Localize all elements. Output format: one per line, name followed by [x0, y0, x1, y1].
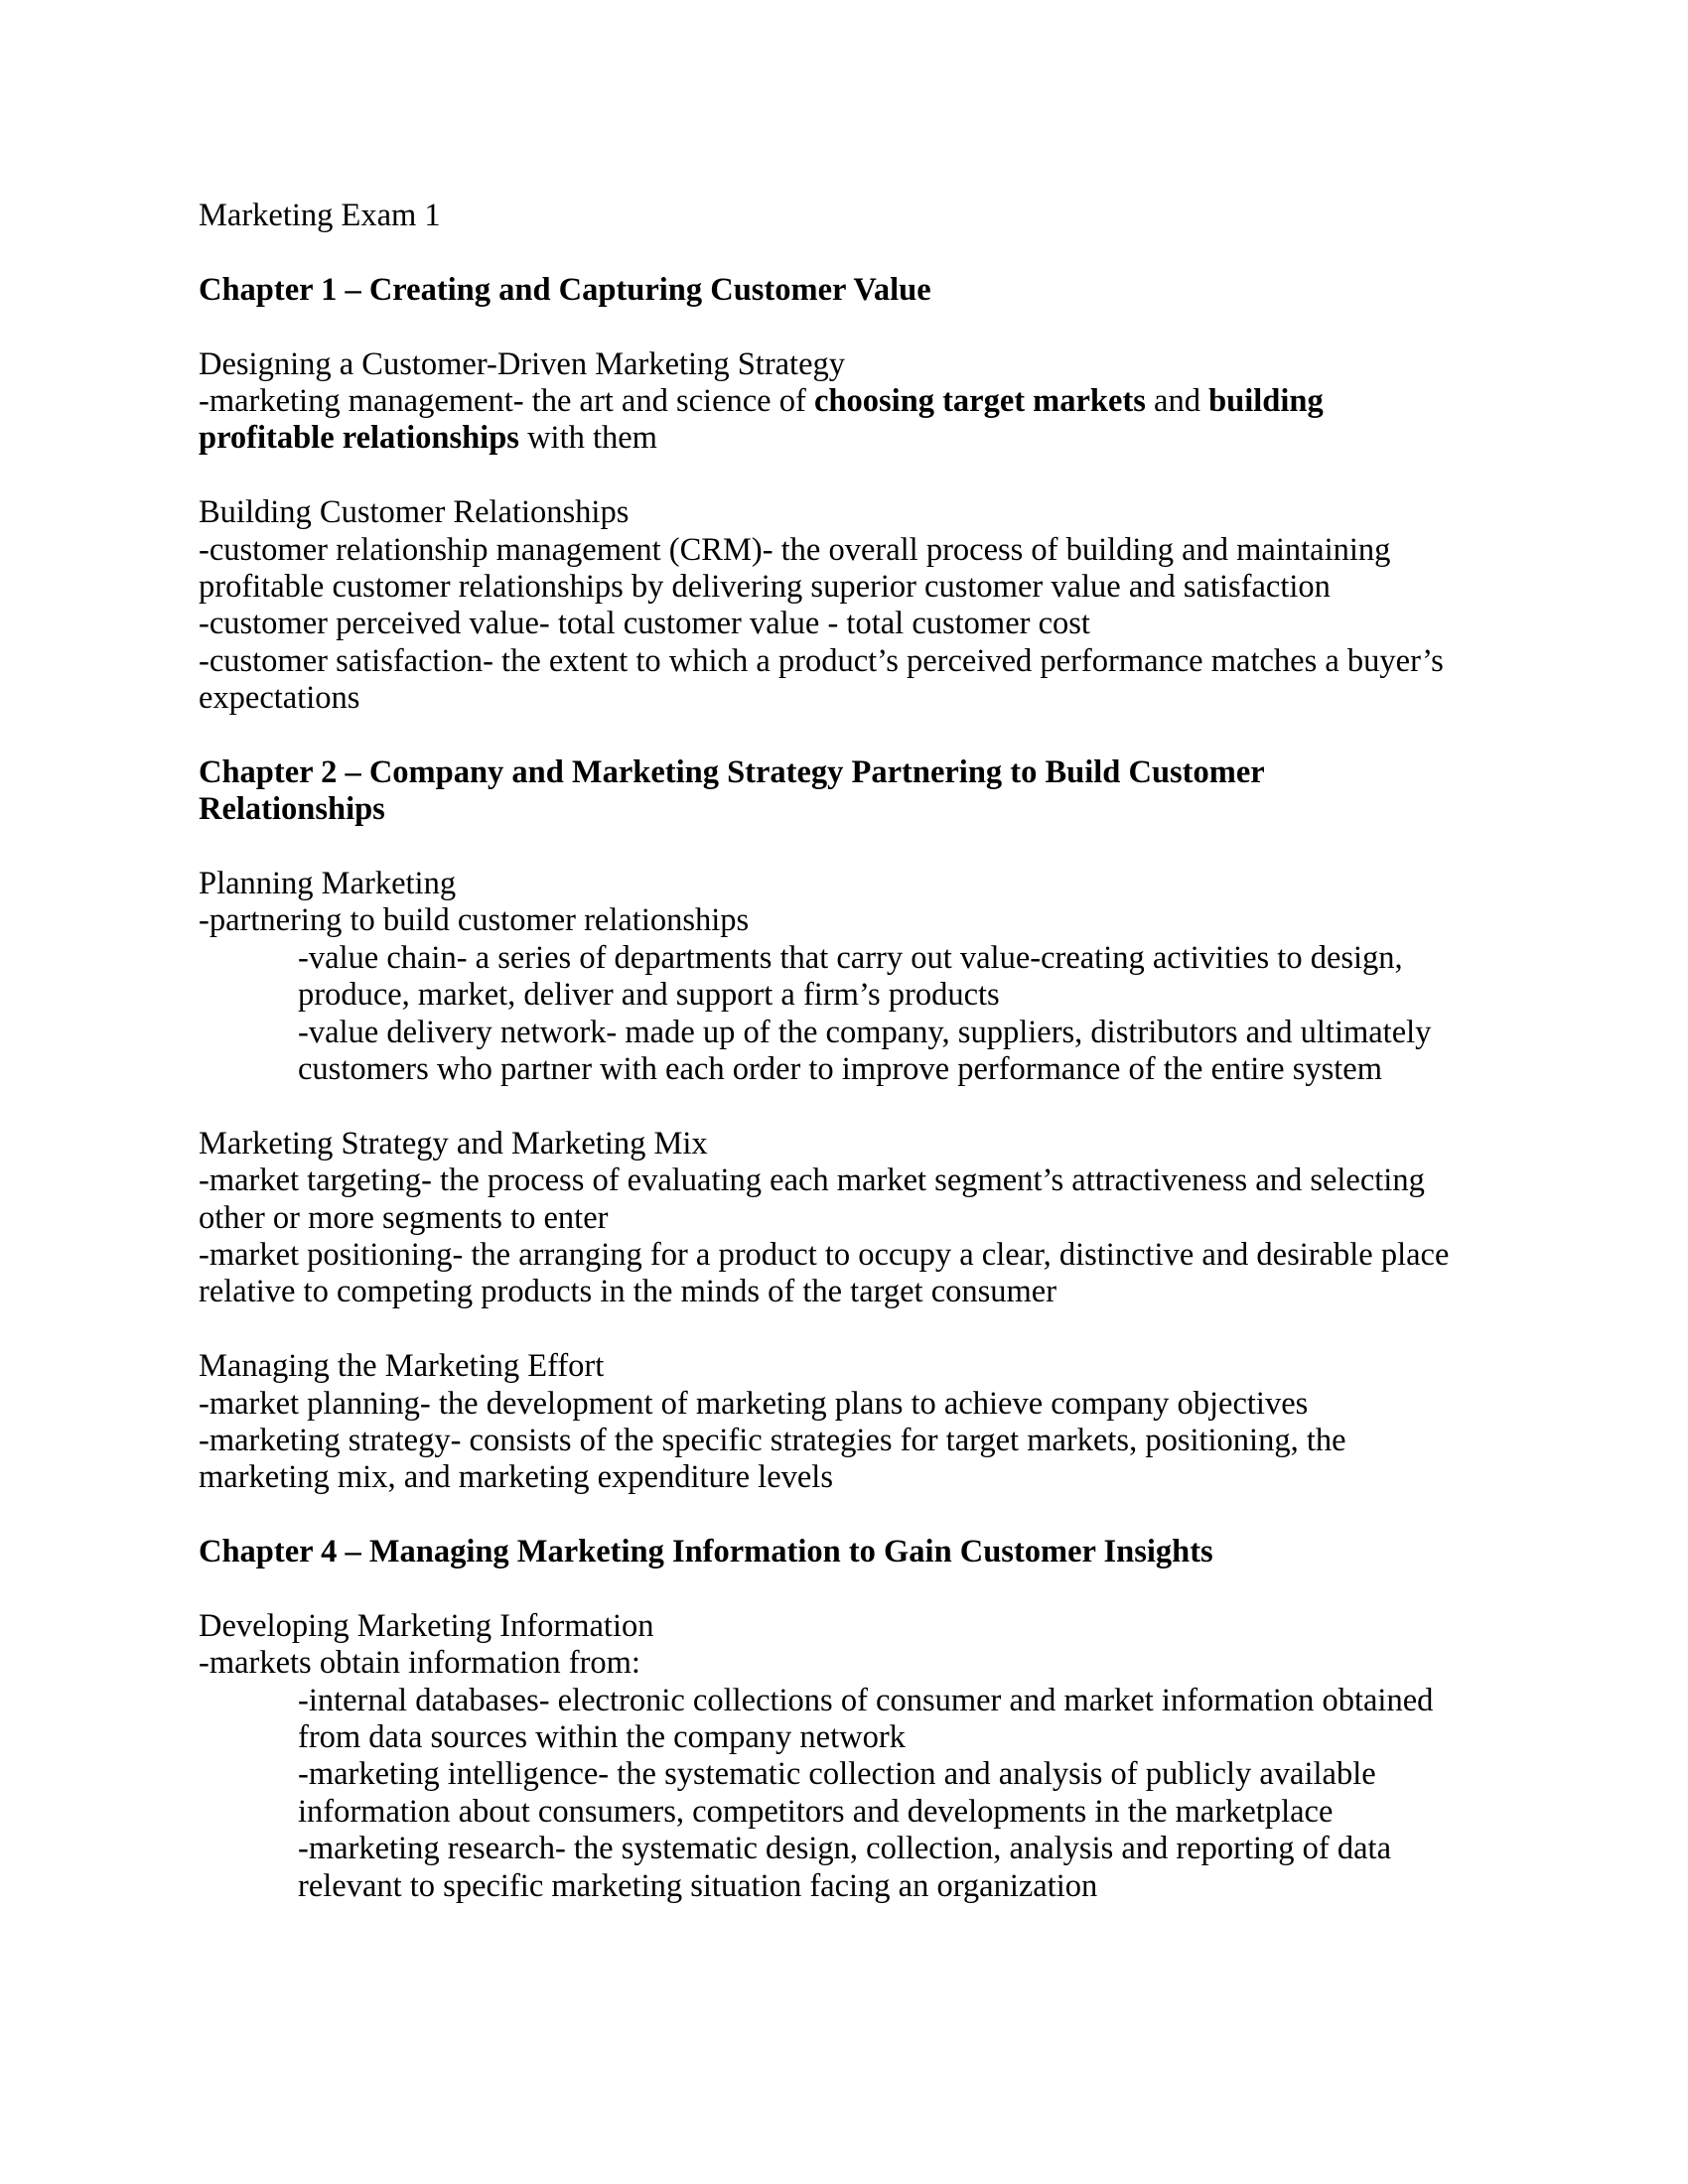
- text-line: [199, 902, 1509, 939]
- chapter-heading: [199, 754, 1509, 791]
- text-run: -market targeting- the process of evaluating each market segment’s attractiveness and selecting: [199, 1162, 1425, 1199]
- text-run: and: [1145, 382, 1209, 419]
- text-line: [199, 1794, 1509, 1831]
- text-run: Chapter 4 – Managing Marketing Information to Gain Customer Insights: [199, 1534, 1213, 1570]
- text-run: profitable customer relationships by delivering superior customer value and satisfaction: [199, 568, 1331, 605]
- text-line: [199, 569, 1509, 606]
- blank-line: [199, 1088, 1509, 1125]
- text-line: [199, 1200, 1509, 1237]
- text-run: -customer satisfaction- the extent to which a product’s perceived performance matches a buyer’s: [199, 642, 1444, 679]
- text-line: [199, 680, 1509, 717]
- text-run: -market positioning- the arranging for a product to occupy a clear, distinctive and desirable place: [199, 1236, 1450, 1273]
- text-run: building: [1208, 382, 1324, 419]
- text-line: [199, 1831, 1509, 1867]
- text-run: Developing Marketing Information: [199, 1607, 654, 1644]
- text-line: [199, 1386, 1509, 1423]
- text-run: other or more segments to enter: [199, 1199, 609, 1236]
- section-heading: [199, 866, 1509, 902]
- text-run: -markets obtain information from:: [199, 1645, 640, 1682]
- section-heading: [199, 1126, 1509, 1162]
- text-run: -customer perceived value- total customer value - total customer cost: [199, 606, 1090, 642]
- text-line: [199, 1274, 1509, 1310]
- text-run: Chapter 2 – Company and Marketing Strategy Partnering to Build Customer: [199, 753, 1265, 790]
- text-run: profitable relationships: [199, 420, 519, 457]
- blank-line: [199, 717, 1509, 753]
- text-run: with them: [518, 420, 657, 457]
- text-run: expectations: [199, 680, 360, 717]
- blank-line: [199, 1497, 1509, 1534]
- chapter-heading: [199, 791, 1509, 828]
- text-run: -marketing research- the systematic design, collection, analysis and reporting of data: [298, 1831, 1392, 1867]
- text-line: [199, 643, 1509, 680]
- text-run: marketing mix, and marketing expenditure levels: [199, 1459, 833, 1496]
- text-line: [199, 606, 1509, 642]
- text-run: -customer relationship management (CRM)- the overall process of building and maintaining: [199, 531, 1391, 568]
- text-line: [199, 1645, 1509, 1682]
- text-run: from data sources within the company network: [298, 1719, 906, 1756]
- text-run: Marketing Strategy and Marketing Mix: [199, 1125, 708, 1161]
- text-line: [199, 383, 1509, 420]
- section-heading: [199, 1608, 1509, 1645]
- chapter-heading: [199, 1534, 1509, 1570]
- text-run: Marketing Exam 1: [199, 198, 441, 233]
- blank-line: [199, 1570, 1509, 1607]
- blank-line: [199, 458, 1509, 494]
- text-run: Chapter 1 – Creating and Capturing Customer Value: [199, 271, 931, 308]
- text-run: -marketing management- the art and science of: [199, 382, 814, 419]
- text-line: [199, 977, 1509, 1014]
- section-heading: [199, 346, 1509, 383]
- text-line: [199, 1237, 1509, 1274]
- text-run: produce, market, deliver and support a firm’s products: [298, 977, 1000, 1014]
- text-line: [199, 1051, 1509, 1088]
- text-line: [199, 1868, 1509, 1905]
- text-line: [199, 1162, 1509, 1199]
- text-run: Relationships: [199, 791, 385, 828]
- blank-line: [199, 829, 1509, 866]
- text-run: Designing a Customer-Driven Marketing Strategy: [199, 345, 846, 382]
- text-run: -value delivery network- made up of the company, suppliers, distributors and ultimately: [298, 1014, 1432, 1050]
- text-run: customers who partner with each order to improve performance of the entire system: [298, 1050, 1382, 1087]
- text-run: choosing target markets: [813, 382, 1146, 419]
- text-run: Planning Marketing: [199, 866, 457, 902]
- blank-line: [199, 1311, 1509, 1348]
- text-line: [199, 1756, 1509, 1793]
- text-line: [199, 532, 1509, 569]
- text-line: [199, 940, 1509, 977]
- text-run: -internal databases- electronic collections of consumer and market information obtained: [298, 1682, 1434, 1718]
- text-run: Managing the Marketing Effort: [199, 1348, 605, 1385]
- document-title: [199, 198, 1509, 234]
- text-run: relevant to specific marketing situation facing an organization: [298, 1867, 1098, 1904]
- text-run: relative to competing products in the minds of the target consumer: [199, 1274, 1057, 1310]
- text-line: [199, 1719, 1509, 1756]
- blank-line: [199, 309, 1509, 345]
- text-run: -market planning- the development of marketing plans to achieve company objectives: [199, 1385, 1309, 1422]
- text-run: -value chain- a series of departments that carry out value-creating activities to design,: [298, 939, 1403, 976]
- text-line: [199, 1683, 1509, 1719]
- text-run: -marketing strategy- consists of the specific strategies for target markets, positioning, the: [199, 1422, 1346, 1458]
- chapter-heading: [199, 272, 1509, 309]
- text-run: information about consumers, competitors and developments in the marketplace: [298, 1793, 1334, 1830]
- text-run: -marketing intelligence- the systematic collection and analysis of publicly available: [298, 1756, 1376, 1793]
- section-heading: [199, 1348, 1509, 1385]
- text-line: [199, 420, 1509, 457]
- blank-line: [199, 234, 1509, 271]
- text-line: [199, 1423, 1509, 1459]
- text-run: -partnering to build customer relationships: [199, 902, 750, 939]
- text-line: [199, 1459, 1509, 1496]
- text-run: Building Customer Relationships: [199, 494, 630, 531]
- document-page: [199, 198, 1509, 1905]
- text-line: [199, 1015, 1509, 1051]
- section-heading: [199, 494, 1509, 531]
